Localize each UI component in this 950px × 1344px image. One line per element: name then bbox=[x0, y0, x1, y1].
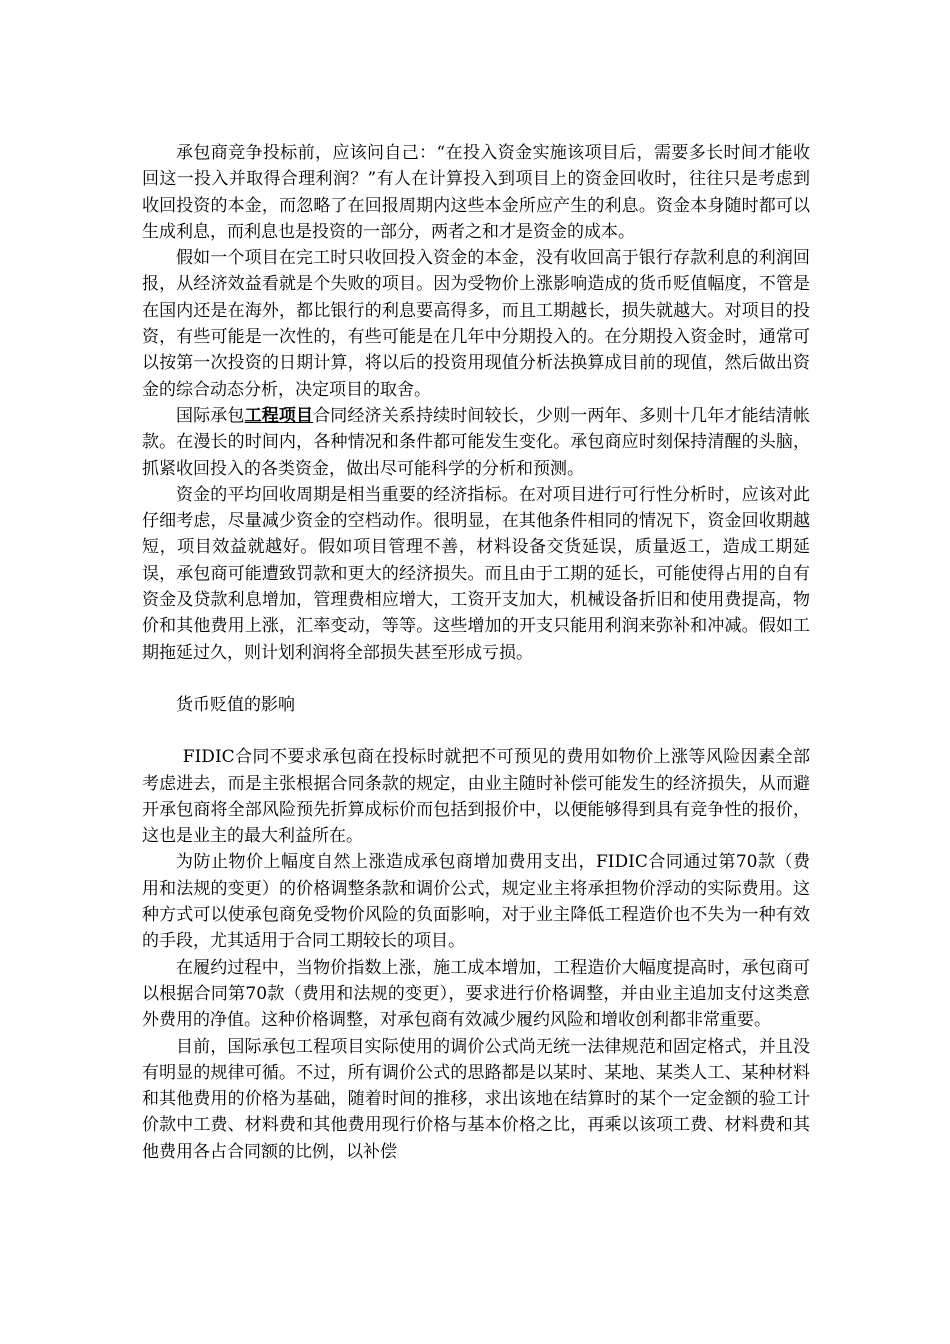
paragraph-investment-return: 承包商竞争投标前，应该问自己：“在投入资金实施该项目后，需要多长时间才能收回这一投入并取得合理利润？”有人在计算投入到项目上的资金回收时，往往只是考虑到收回投资的本金，而忽略了在回报周期内这些本金所应产生的利息。资金本身随时都可以生成利息，而利息也是投资的一部分，两者之和才是资金的成本。 bbox=[142, 143, 810, 242]
paragraph-text-before-link: 国际承包 bbox=[176, 405, 245, 426]
paragraph-fidic-risk: FIDIC合同不要求承包商在投标时就把不可预见的费用如物价上涨等风险因素全部考虑进去，而是主张根据合同条款的规定，由业主随时补偿可能发生的经济损失，从而避开承包商将全部风险预先折算成标价而包括到报价中，以便能够得到具有竞争性的报价，这也是业主的最大利益所在。 bbox=[142, 747, 810, 847]
paragraph-contract-duration bbox=[142, 403, 810, 482]
paragraph-text-after-link: 合同经济关系持续时间较长，少则一两年、多则十几年才能结清帐款。在漫长的时间内，各种情况和条件都可能发生变化。承包商应时刻保持清醒的头脑，抓紧收回投入的各类资金，做出尽可能科学的分析和预测。 bbox=[142, 405, 811, 479]
engineering-project-link[interactable]: 工程项目 bbox=[244, 405, 314, 426]
paragraph-adjustment-formula: 目前，国际承包工程项目实际使用的调价公式尚无统一法律规范和固定格式，并且没有明显的规律可循。不过，所有调价公式的思路都是以某时、某地、某类人工、某种材料和其他费用的价格为基础，随着时间的推移，求出该地在结算时的某个一定金额的验工计价款中工费、材料费和其他费用现行价格与基本价格之比，再乘以该项工费、材料费和其他费用各占合同额的比例，以补偿 bbox=[142, 1036, 810, 1162]
section-heading-currency-depreciation: 货币贬值的影响 bbox=[176, 694, 295, 715]
paragraph-payback-period: 资金的平均回收周期是相当重要的经济指标。在对项目进行可行性分析时，应该对此仔细考虑，尽量减少资金的空档动作。很明显，在其他条件相同的情况下，资金回收期越短，项目效益就越好。假如项目管理不善，材料设备交货延误，质量返工，造成工期延误，承包商可能遭致罚款和更大的经济损失。而且由于工期的延长，可能使得占用的自有资金及贷款利息增加，管理费相应增大，工资开支加大，机械设备折旧和使用费提高，物价和其他费用上涨，汇率变动，等等。这些增加的开支只能用利润来弥补和冲减。假如工期拖延过久，则计划利润将全部损失甚至形成亏损。 bbox=[142, 484, 810, 663]
paragraph-price-adjustment-clause: 为防止物价上幅度自然上涨造成承包商增加费用支出，FIDIC合同通过第70款（费用和法规的变更）的价格调整条款和调价公式，规定业主将承担物价浮动的实际费用。这种方式可以使承包商免受物价风险的负面影响，对于业主降低工程造价也不失为一种有效的手段，尤其适用于合同工期较长的项目。 bbox=[142, 852, 810, 952]
paragraph-performance-adjustment: 在履约过程中，当物价指数上涨，施工成本增加，工程造价大幅度提高时，承包商可以根据合同第70款（费用和法规的变更），要求进行价格调整，并由业主追加支付这类意外费用的净值。这种价格调整，对承包商有效减少履约风险和增收创利都非常重要。 bbox=[142, 957, 810, 1031]
paragraph-principal-recovery: 假如一个项目在完工时只收回投入资金的本金，没有收回高于银行存款利息的利润回报，从经济效益看就是个失败的项目。因为受物价上涨影响造成的货币贬值幅度，不管是在国内还是在海外，都比银行的利息要高得多，而且工期越长，损失就越大。对项目的投资，有些可能是一次性的，有些可能是在几年中分期投入的。在分期投入资金时，通常可以按第一次投资的日期计算，将以后的投资用现值分析法换算成目前的现值，然后做出资金的综合动态分析，决定项目的取舍。 bbox=[142, 248, 810, 400]
document-body bbox=[142, 140, 810, 1165]
